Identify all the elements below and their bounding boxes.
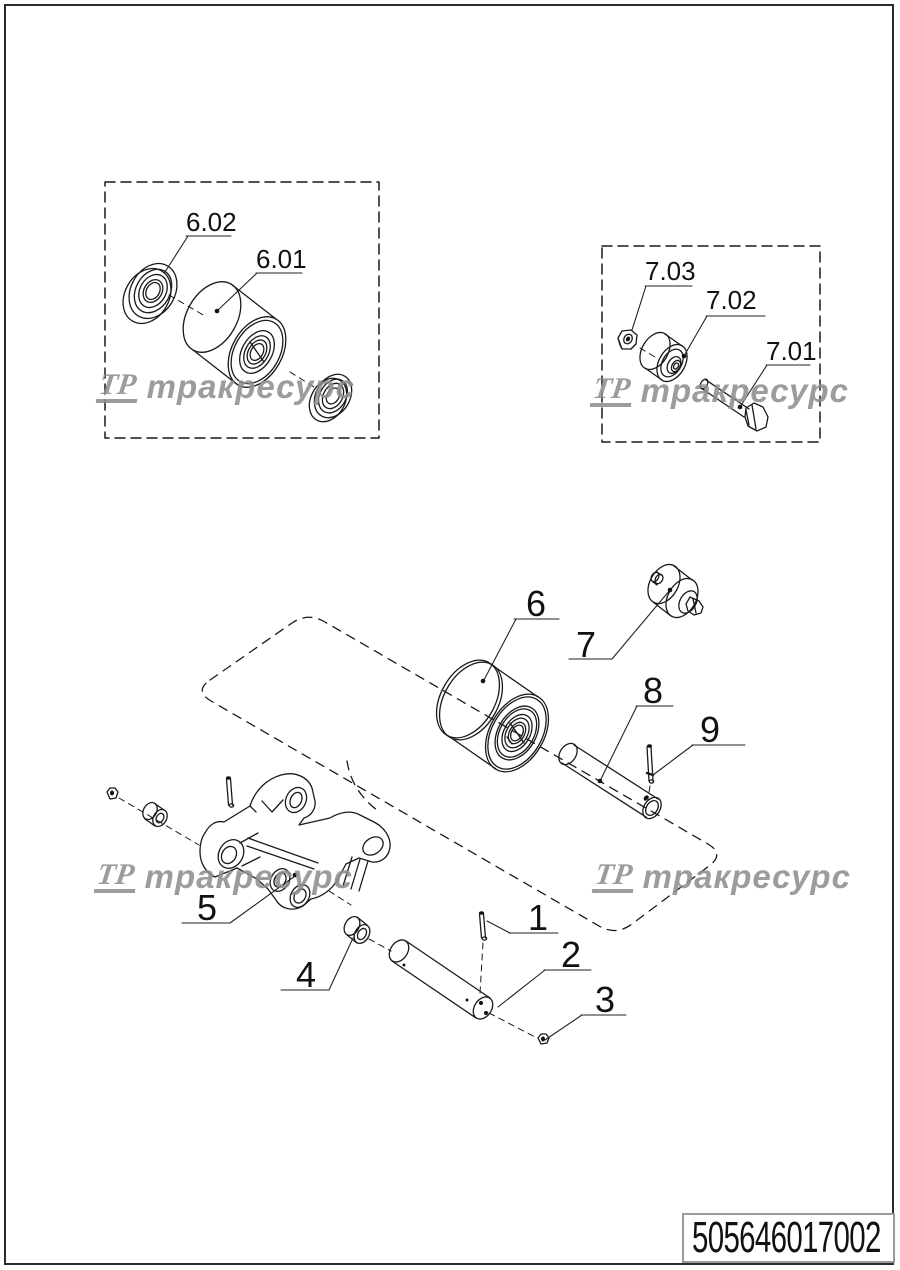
callout-label-5: 5: [197, 887, 218, 928]
bearing-602-drawing: [113, 255, 186, 332]
callout-label-1: 1: [528, 897, 549, 938]
bearing-602b-drawing: [302, 368, 359, 429]
ghost-frame-outline: [202, 617, 717, 930]
nut-703-drawing: [618, 330, 637, 349]
callout-label-9: 9: [700, 709, 721, 750]
callout-label-6.02: 6.02: [186, 207, 237, 237]
cotter-pin-9-drawing: [647, 744, 654, 783]
part-number-box: [682, 1213, 895, 1263]
pin-upper-drawing: [226, 776, 234, 807]
bolt-701-drawing: [699, 378, 768, 431]
callout-label-6.01: 6.01: [256, 244, 307, 274]
roller-6-drawing: [424, 649, 562, 783]
callout-label-8: 8: [643, 670, 664, 711]
bushing-4-drawing: [341, 914, 373, 946]
callout-label-7.01: 7.01: [766, 336, 817, 366]
callout-lines-main: [182, 583, 745, 1040]
watermark-logo: ТР: [96, 371, 141, 403]
callout-label-6: 6: [526, 583, 547, 624]
watermark-text: тракресурс: [146, 368, 355, 405]
watermark-text: тракресурс: [642, 858, 851, 895]
pin-1-drawing: [479, 911, 487, 940]
callout-label-2: 2: [561, 934, 582, 975]
detail-box-a: [105, 182, 379, 438]
watermark-text: тракресурс: [144, 858, 353, 895]
watermark-logo: ТР: [590, 375, 635, 407]
callout-label-7: 7: [576, 624, 597, 665]
watermark-logo: ТР: [94, 861, 139, 893]
callout-label-7.03: 7.03: [645, 256, 696, 286]
grease-fitting-drawing: [107, 788, 118, 799]
callout-label-7.02: 7.02: [706, 285, 757, 315]
roller-601-drawing: [171, 272, 297, 398]
watermark-text: тракресурс: [640, 372, 849, 409]
watermark-logo: ТР: [592, 861, 637, 893]
callout-label-4: 4: [296, 954, 317, 995]
shaft-2-drawing: [385, 936, 497, 1022]
callout-label-3: 3: [595, 979, 616, 1020]
main-assembly-view: [107, 559, 745, 1044]
bushing-upper-drawing: [140, 800, 170, 829]
part-number: 505646017002: [692, 1213, 881, 1262]
